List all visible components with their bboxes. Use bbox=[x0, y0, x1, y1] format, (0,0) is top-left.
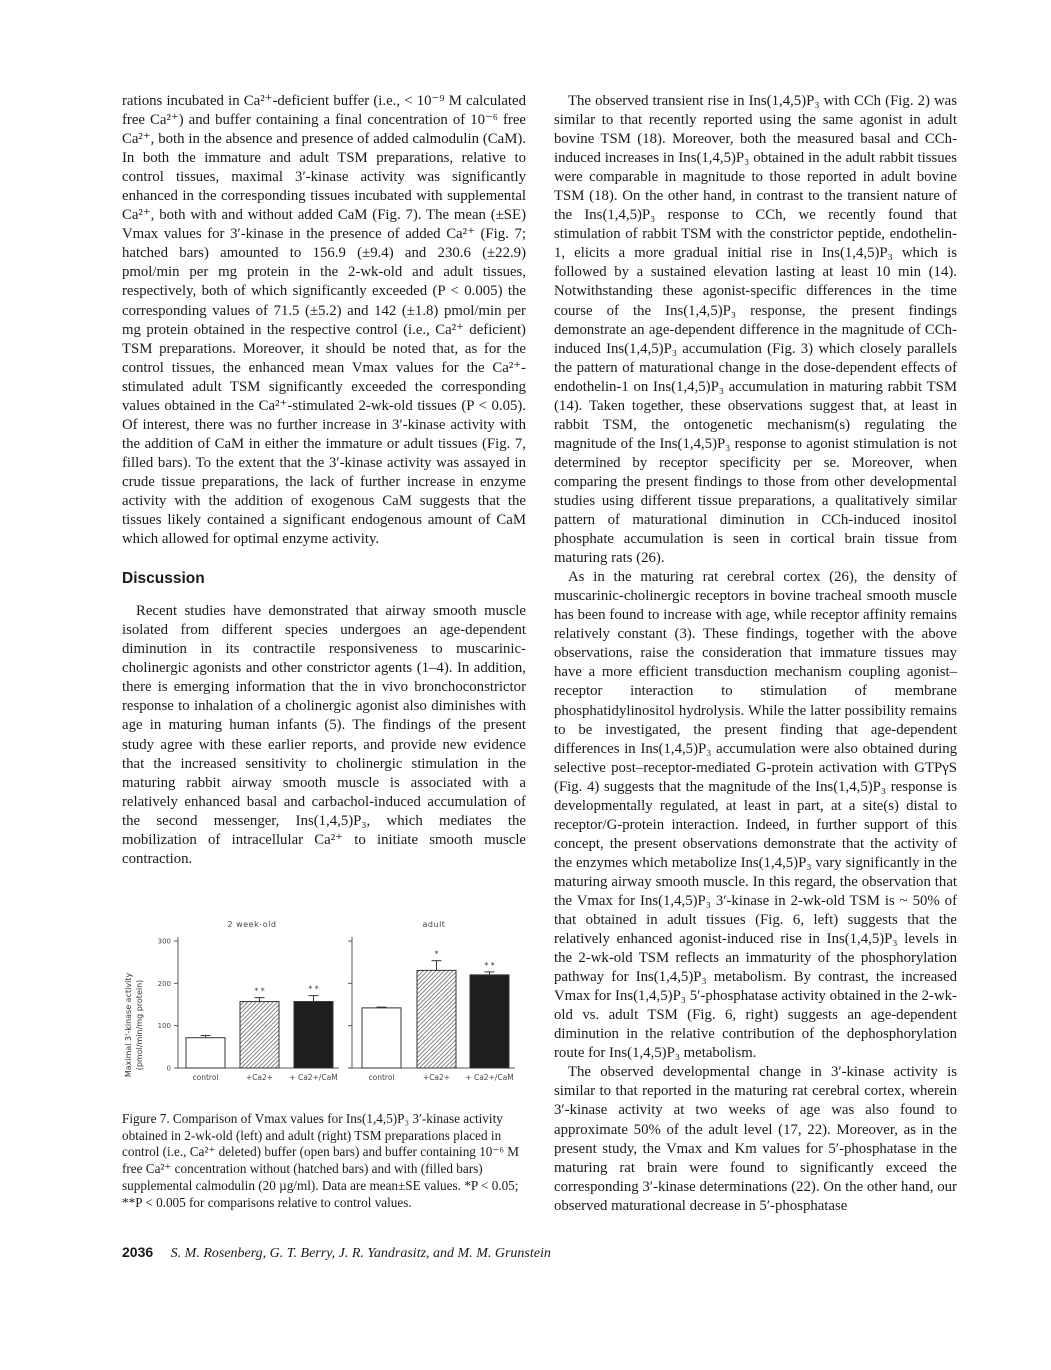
left-column bbox=[122, 92, 526, 1212]
x-tick-label: + Ca2+/CaM bbox=[289, 1072, 338, 1082]
figure-7-chart bbox=[122, 915, 526, 1105]
y-tick-label: 300 bbox=[157, 937, 171, 946]
bar bbox=[186, 1038, 225, 1068]
y-axis-label: Maximal 3'-kinase activity bbox=[124, 972, 133, 1078]
x-tick-label: control bbox=[368, 1072, 395, 1082]
significance-marker: * * bbox=[308, 984, 319, 994]
bar bbox=[294, 1001, 333, 1067]
y-axis-label: (pmol/min/mg protein) bbox=[135, 979, 144, 1071]
paragraph: As in the maturing rat cerebral cortex (26), the density of muscarinic-cholinergic receptors in bovine tracheal smooth muscle has been found to increase with age, while receptor affinity remains relatively constant (3). These findings, together with the above observations, raise the consideration that immature tissues may have a more efficient transduction mechanism coupling agonist–receptor interaction to stimulation of membrane phosphatidylinositol hydrolysis. While the latter possibility remains to be investigated, the present finding that age-dependent differences in Ins(1,4,5)P₃ accumulation were also obtained during selective post–receptor-mediated G-protein activation with GTPγS (Fig. 4) suggests that the magnitude of the Ins(1,4,5)P₃ response is developmentally regulated, at least in part, at a site(s) distal to receptor/G-protein interaction. Indeed, in further support of this concept, the present observations demonstrate that the activity of the enzymes which metabolize Ins(1,4,5)P₃ vary significantly in the maturing airway smooth muscle. In this regard, the observation that the Vmax for Ins(1,4,5)P₃ 3′-kinase in 2-wk-old TSM is ~ 50% of that obtained in adult tissues (Fig. 6, left) suggests that the relatively enhanced agonist-induced rise in Ins(1,4,5)P₃ levels in the 2-wk-old TSM reflects an immaturity of the phosphorylation pathway for Ins(1,4,5)P₃ metabolism. By contrast, the increased Vmax for Ins(1,4,5)P₃ 5′-phosphatase activity obtained in the 2-wk-old vs. adult TSM (Fig. 6, right) suggests an age-dependent diminution in the relative contribution of the dephosphorylation route for Ins(1,4,5)P₃ metabolism. bbox=[554, 569, 957, 1062]
bar-chart bbox=[122, 915, 526, 1105]
paragraph: Recent studies have demonstrated that airway smooth muscle isolated from different species undergoes an age-dependent diminution in its contractile responsiveness to muscarinic-cholinergic agonists and other constrictor agents (1–4). In addition, there is emerging information that the in vivo bronchoconstrictor response to inhalation of a cholinergic agonist also diminishes with age in maturing human infants (5). The findings of the present study agree with these earlier reports, and provide new evidence that the increased sensitivity to cholinergic stimulation in the maturing rabbit airway smooth muscle is associated with a relatively enhanced basal and carbachol-induced accumulation of the second messenger, Ins(1,4,5)P₃, which mediates the mobilization of intracellular Ca²⁺ to initiate smooth muscle contraction. bbox=[122, 603, 526, 867]
paragraph: The observed transient rise in Ins(1,4,5)P₃ with CCh (Fig. 2) was similar to that recently reported using the same agonist in adult bovine TSM (18). Moreover, both the measured basal and CCh-induced increases in Ins(1,4,5)P₃ obtained in the adult rabbit tissues were comparable in magnitude to those reported in adult bovine TSM (18). On the other hand, in contrast to the transient nature of the Ins(1,4,5)P₃ response to CCh, we recently found that stimulation of rabbit TSM with the constrictor peptide, endothelin-1, elicits a more gradual initial rise in Ins(1,4,5)P₃ which is followed by a sustained elevation lasting at least 10 min (14). Notwithstanding these agonist-specific differences in the time course of the Ins(1,4,5)P₃ response, the present findings demonstrate an age-dependent difference in the magnitude of CCh-induced Ins(1,4,5)P₃ accumulation (Fig. 3) which closely parallels the pattern of maturational change in the dose-dependent effects of endothelin-1 on Ins(1,4,5)P₃ accumulation in maturing rabbit TSM (14). Taken together, these observations suggest that, at least in rabbit TSM, the ontogenetic mechanism(s) regulating the magnitude of the Ins(1,4,5)P₃ response to agonist stimulation is not determined by receptor specificity per se. Moreover, when comparing the present findings to those from other developmental studies using different tissue preparations, a qualitatively similar pattern of maturational diminution in CCh-induced inositol phosphate accumulation is seen in cortical brain tissue from maturing rats (26). bbox=[554, 93, 957, 567]
page-number: 2036 bbox=[122, 1244, 154, 1260]
section-heading: Discussion bbox=[122, 570, 205, 588]
y-tick-label: 200 bbox=[157, 979, 171, 988]
x-tick-label: control bbox=[192, 1072, 219, 1082]
paragraph: The observed developmental change in 3′-kinase activity is similar to that reported in the maturing rat cerebral cortex, wherein 3′-kinase activity at two weeks of age was also found to approximate 50% of the adult level (17, 22). Moreover, as in the present study, the Vmax and Km values for 5′-phosphatase in the maturing rat brain were found to significantly exceed the corresponding 3′-kinase determinations (22). On the other hand, our observed maturational decrease in 5′-phosphatase bbox=[554, 1064, 957, 1214]
x-tick-label: + Ca2+/CaM bbox=[465, 1072, 514, 1082]
paragraph: rations incubated in Ca²⁺-deficient buffer (i.e., < 10⁻⁹ M calculated free Ca²⁺) and buffer containing a final concentration of 10⁻⁶ free Ca²⁺, both in the absence and presence of added calmodulin (CaM). In both the immature and adult TSM preparations, relative to control tissues, maximal 3′-kinase activity was significantly enhanced in the corresponding tissues incubated with supplemental Ca²⁺, both with and without added CaM (Fig. 7). The mean (±SE) Vmax values for 3′-kinase in the presence of added Ca²⁺ (Fig. 7; hatched bars) amounted to 156.9 (±9.4) and 230.6 (±22.9) pmol/min per mg protein in the 2-wk-old and adult tissues, respectively, both of which significantly exceeded (P < 0.005) the corresponding values of 71.5 (±5.2) and 142 (±1.8) pmol/min per mg protein obtained in the respective control (i.e., Ca²⁺ deficient) TSM preparations. Moreover, it should be noted that, as for the control tissues, the enhanced mean Vmax values for the Ca²⁺-stimulated adult TSM significantly exceeded the corresponding values obtained in the Ca²⁺-stimulated 2-wk-old tissues (P < 0.05). Of interest, there was no further increase in 3′-kinase activity with the addition of CaM in either the immature or adult tissues (Fig. 7, filled bars). To the extent that the 3′-kinase activity was assayed in crude tissue preparations, the lack of further increase in enzyme activity with the addition of exogenous CaM suggests that the tissues likely contained a significant endogenous amount of CaM which allowed for optimal enzyme activity. bbox=[122, 93, 526, 548]
bar bbox=[417, 970, 456, 1068]
x-tick-label: +Ca2+ bbox=[422, 1072, 451, 1082]
bar bbox=[362, 1008, 401, 1068]
bar bbox=[240, 1001, 279, 1067]
significance-marker: * * bbox=[484, 960, 495, 970]
author-line: S. M. Rosenberg, G. T. Berry, J. R. Yandrasitz, and M. M. Grunstein bbox=[170, 1246, 551, 1261]
figure-caption: Figure 7. Comparison of Vmax values for Ins(1,4,5)P₃ 3′-kinase activity obtained in 2-wk-old (left) and adult (right) TSM preparations placed in control (i.e., Ca²⁺ deleted) buffer (open bars) and buffer containing 10⁻⁶ M free Ca²⁺ concentration without (hatched bars) and with (filled bars) supplemental calmodulin (20 µg/ml). Data are mean±SE values. *P < 0.05; **P < 0.005 for comparisons relative to control values. bbox=[122, 1110, 519, 1210]
bar bbox=[470, 975, 509, 1068]
panel-title: adult bbox=[422, 919, 446, 929]
right-column bbox=[554, 92, 957, 1216]
panel-title: 2 week-old bbox=[227, 919, 277, 929]
page-footer bbox=[122, 1244, 551, 1262]
y-tick-label: 0 bbox=[166, 1064, 171, 1073]
significance-marker: * bbox=[434, 949, 439, 959]
y-tick-label: 100 bbox=[157, 1021, 171, 1030]
significance-marker: * * bbox=[254, 986, 265, 996]
x-tick-label: +Ca2+ bbox=[245, 1072, 274, 1082]
